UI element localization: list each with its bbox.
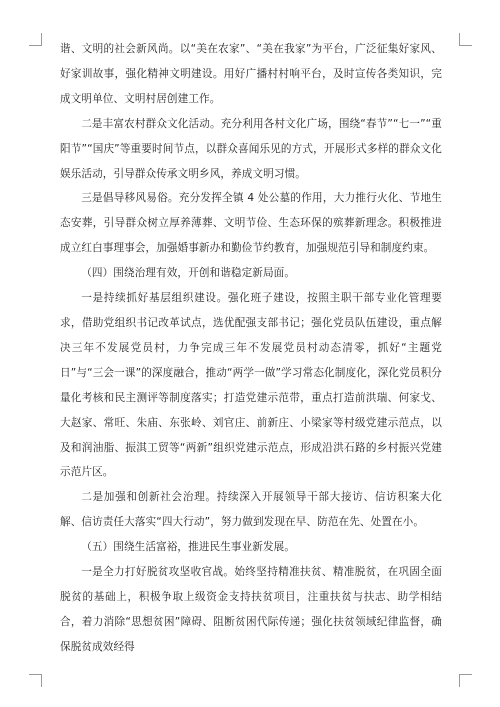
paragraph-civilization-continued: 谐、文明的社会新风尚。以“美在农家”、“美在我家”为平台，广泛征集好家风、好家训故事，强化精神文明建设。用好广播村村响平台，及时宣传各类知识，完成文明单位、文明村居创建工作。 [60, 43, 442, 105]
crop-mark-bottom-left [29, 674, 42, 687]
crop-mark-bottom-right [459, 674, 472, 687]
crop-mark-top-right [459, 33, 472, 46]
section-heading-governance: （四）围绕治理有效，开创和谐稳定新局面。 [81, 267, 296, 280]
crop-mark-top-left [29, 33, 42, 46]
document-body [60, 37, 442, 660]
paragraph-party-organization: 一是持续抓好基层组织建设。强化班子建设，按照主职干部专业化管理要求，借助党组织书记改革试点，选优配强支部书记；强化党员队伍建设，重点解决三年不发展党员村，力争完成三年不发展党员村动态清零，抓好“主题党日”与“三会一课”的深度融合，推动“两学一做”学习常态化制度化，深化党员积分量化考核和民主测评等制度落实；打造党建示范带，重点打造前洪瑞、何家戈、大赵家、常旺、朱庙、东张岭、刘官庄、前新庄、小梁家等村级党建示范点，以及和润油脂、振淇工贸等“两新”组织党建示范点，形成沿洪石路的乡村振兴党建示范片区。 [60, 292, 442, 479]
paragraph-customs-reform: 三是倡导移风易俗。充分发挥全镇 4 处公墓的作用，大力推行火化、节地生态安葬，引导群众树立厚养薄葬、文明节俭、生态环保的殡葬新理念。积极推进成立红白事理事会，加强婚事新办和勤俭节约教育，加强规范引导和制度约束。 [60, 192, 442, 255]
paragraph-cultural-activities: 二是丰富农村群众文化活动。充分利用各村文化广场，围绕“春节”“七一”“重阳节”“国庆”等重要时间节点，以群众喜闻乐见的方式，开展形式多样的群众文化娱乐活动，引导群众传承文明乡风，养成文明习惯。 [60, 117, 442, 180]
section-heading-livelihood: （五）围绕生活富裕，推进民生事业新发展。 [81, 541, 296, 554]
paragraph-poverty-alleviation: 一是全力打好脱贫攻坚收官战。始终坚持精准扶贫、精准脱贫，在巩固全面脱贫的基础上，积极争取上级资金支持扶贫项目，注重扶贫与扶志、助学相结合，着力消除“思想贫困”障碍、阻断贫困代际传递；强化扶贫领域纪律监督，确保脱贫成效经得 [60, 566, 442, 653]
paragraph-social-governance: 二是加强和创新社会治理。持续深入开展领导干部大接访、信访积案大化解、信访责任大落实“四大行动”，努力做到发现在早、防范在先、处置在小。 [60, 491, 442, 529]
